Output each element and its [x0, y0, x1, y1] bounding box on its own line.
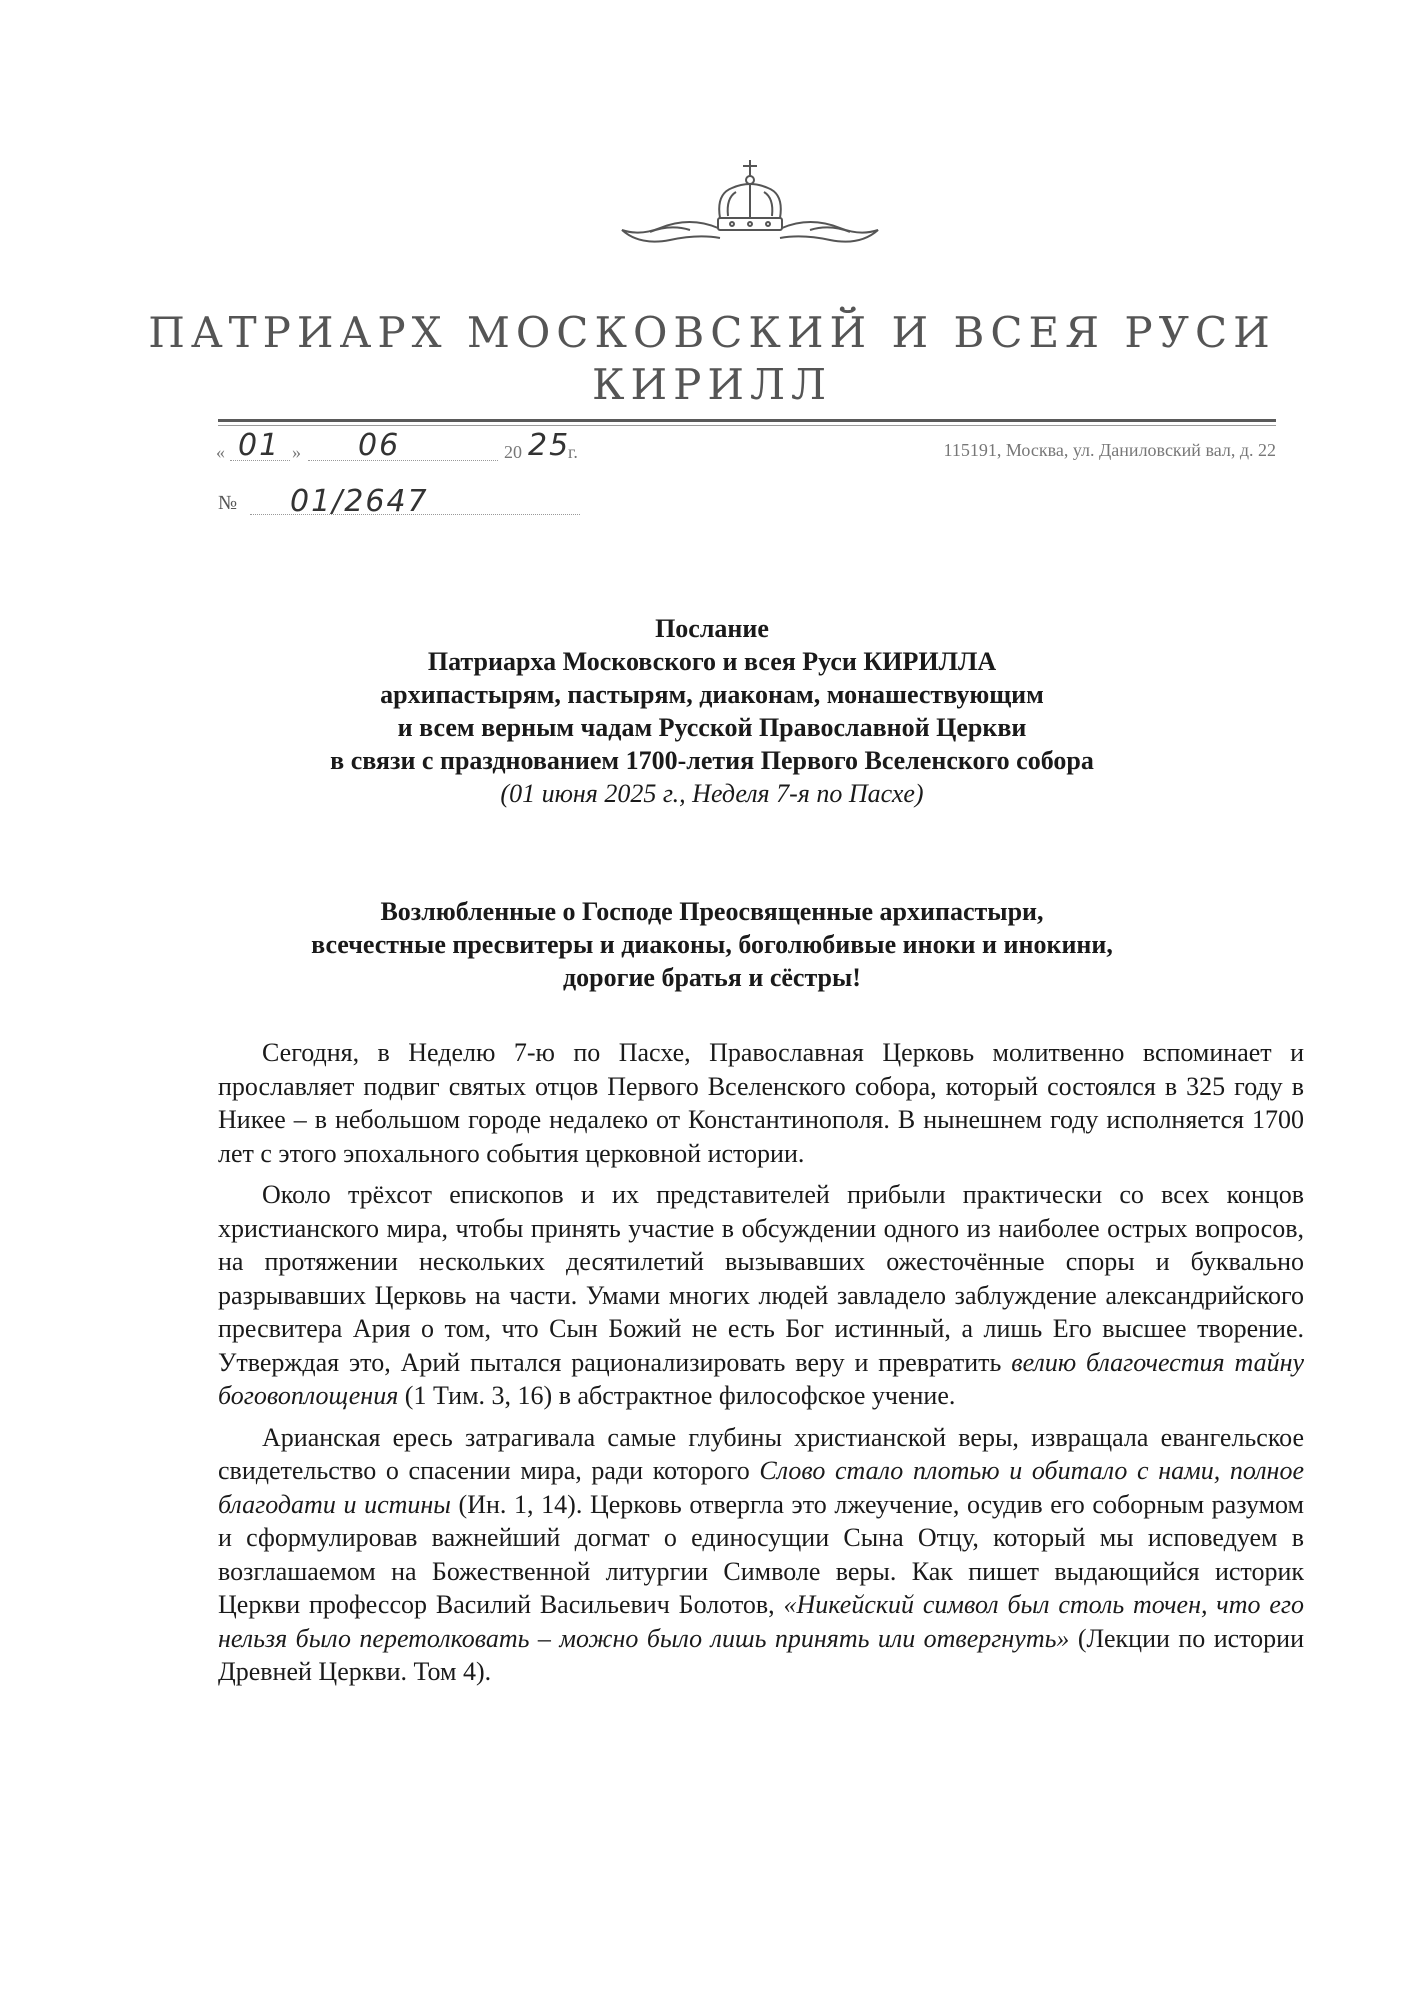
paragraph-2-text-b: (1 Тим. 3, 16) в абстрактное философское учение.	[398, 1381, 956, 1410]
date-day-line	[230, 460, 290, 461]
title-line-1: Послание	[655, 614, 769, 643]
address: 115191, Москва, ул. Даниловский вал, д. 22	[943, 440, 1276, 460]
date-year-prefix: 20	[504, 442, 522, 462]
title-line-5: в связи с празднованием 1700-летия Первого Вселенского собора	[330, 746, 1094, 775]
letterhead-rule-thin	[218, 425, 1276, 426]
patriarch-crown-emblem	[620, 158, 880, 258]
paragraph-3-quote-2: «Никейский символ был столь точен, что его нельзя было перетолковать – можно было лишь принять или отвергнуть»	[218, 1590, 1305, 1653]
date-month: 06	[358, 428, 401, 463]
letterhead-name: КИРИЛЛ	[591, 360, 833, 409]
message-body	[218, 1036, 1304, 1697]
paragraph-3-text-a: Арианская ересь затрагивала самые глубины христианской веры, извращала евангельское свидетельство о спасении мира, ради которого	[218, 1422, 1304, 1485]
paragraph-2-quote: велию благочестия тайну боговоплощения	[218, 1347, 1305, 1410]
date-day: 01	[238, 428, 281, 463]
title-line-2: Патриарха Московского и всея Руси КИРИЛЛА	[427, 647, 997, 676]
greeting-line-2: всечестные пресвитеры и диаконы, боголюбивые иноки и инокини,	[311, 930, 1113, 959]
greeting	[0, 895, 1424, 994]
date-year-suffix: 25	[528, 428, 571, 463]
date-quote-close: »	[292, 442, 301, 462]
title-line-4: и всем верным чадам Русской Православной Церкви	[397, 713, 1027, 742]
message-title	[0, 612, 1424, 810]
date-quote-open: «	[216, 442, 225, 462]
date-month-line	[308, 460, 498, 461]
paragraph-2	[218, 1178, 1304, 1413]
paragraph-2-text-a: Около трёхсот епископов и их представителей прибыли практически со всех концов христианского мира, чтобы принять участие в обсуждении одного из наиболее острых вопросов, на протяжении нескольких десятилетий вызывавших ожесточённые споры и буквально разрывавших Церковь на части. Умами многих людей завладело заблуждение александрийского пресвитера Ария о том, что Сын Божий не есть Бог истинный, а лишь Его высшее творение. Утверждая это, Арий пытался рационализировать веру и превратить	[218, 1180, 1304, 1377]
letterhead-rule	[218, 419, 1276, 422]
paragraph-1-text: Сегодня, в Неделю 7-ю по Пасхе, Православная Церковь молитвенно вспоминает и прославляет подвиг святых отцов Первого Вселенского собора, который состоялся в 325 году в Никее – в небольшом городе недалеко от Константинополя. В нынешнем году исполняется 1700 лет с этого эпохального события церковной истории.	[218, 1038, 1304, 1168]
paragraph-3-text-b: (Ин. 1, 14). Церковь отвергла это лжеучение, осудив его соборным разумом и сформулировав важнейший догмат о единосущии Сына Отцу, который мы исповедуем в возглашаемом на Божественной литургии Символе веры. Как пишет выдающийся историк Церкви профессор Василий Васильевич Болотов,	[218, 1489, 1304, 1619]
letterhead-title: ПАТРИАРХ МОСКОВСКИЙ И ВСЕЯ РУСИ	[148, 308, 1276, 357]
paragraph-3	[218, 1421, 1304, 1689]
greeting-line-3: дорогие братья и сёстры!	[563, 963, 861, 992]
date-year-unit: г.	[568, 442, 578, 462]
number-label: №	[218, 492, 238, 514]
number-value: 01/2647	[290, 484, 429, 519]
paragraph-3-text-c: (Лекции по истории Древней Церкви. Том 4).	[218, 1623, 1304, 1686]
greeting-line-1: Возлюбленные о Господе Преосвященные архипастыри,	[380, 897, 1044, 926]
number-line	[250, 514, 580, 515]
title-line-3: архипастырям, пастырям, диаконам, монашествующим	[380, 680, 1044, 709]
paragraph-3-quote-1: Слово стало плотью и обитало с нами, полное благодати и истины	[218, 1456, 1304, 1519]
paragraph-1	[218, 1036, 1304, 1170]
title-subtitle: (01 июня 2025 г., Неделя 7-я по Пасхе)	[500, 779, 924, 808]
